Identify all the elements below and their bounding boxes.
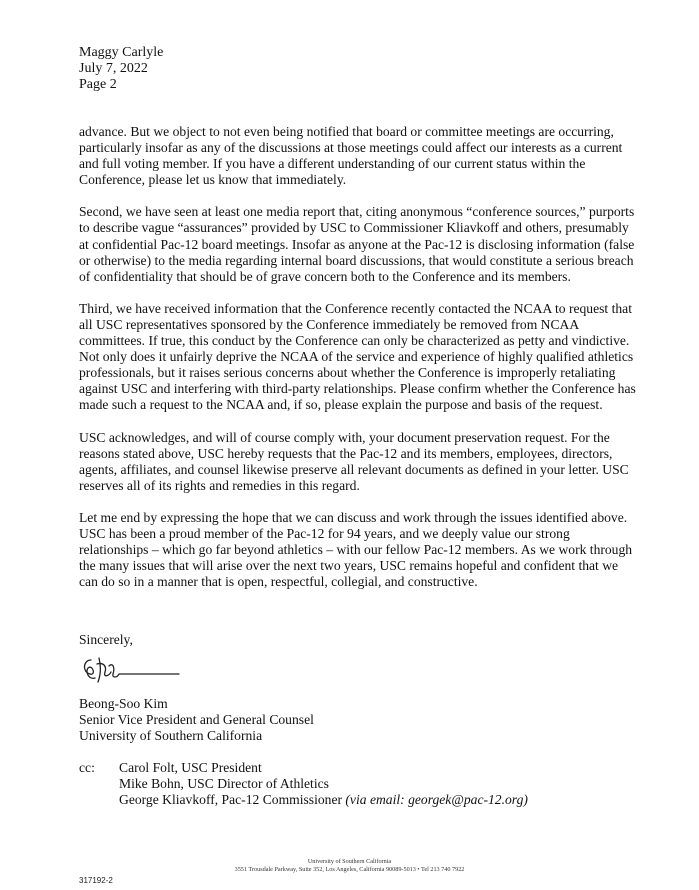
handwritten-signature [79, 652, 189, 688]
cc-recipient: Carol Folt, USC President [119, 760, 262, 775]
cc-email-note: (via email: georgek@pac-12.org) [345, 792, 528, 807]
paragraph-preservation: USC acknowledges, and will of course comply with, your document preservation request. For the reasons stated above, USC hereby requests that the Pac-12 and its members, employees, directors, agents, affiliates, and counsel likewise preserve all relevant documents as defined in your letter. USC reserves all of its rights and remedies in this regard. [79, 429, 629, 493]
paragraph-media-report: Second, we have seen at least one media report that, citing anonymous “conference sources,” purports to describe vague “assurances” provided by USC to Commissioner Kliavkoff and others, presumably at confidential Pac-12 board meetings. Insofar as anyone at the Pac-12 is disclosing information (false or otherwise) to the media regarding internal board discussions, that would constitute a serious breach of confidentiality that should be of grave concern both to the Conference and its members. [79, 204, 635, 284]
signatory-title: Senior Vice President and General Counsel [79, 712, 314, 727]
cc-recipient-name: George Kliavkoff, Pac-12 Commissioner [119, 792, 346, 807]
paragraph-ncaa-request: Third, we have received information that the Conference recently contacted the NCAA to request that all USC representatives sponsored by the Conference immediately be removed from NCAA committees. If true, this conduct by the Conference can only be characterized as petty and vindictive. Not only does it unfairly deprive the NCAA of the service and experience of highly qualified athletics professionals, but it raises serious concerns about whether the Conference is improperly retaliating against USC and interfering with third-party relationships. Please confirm whether the Conference has made such a request to the NCAA and, if so, please explain the purpose and basis of the request. [79, 300, 636, 413]
paragraph-conclusion: Let me end by expressing the hope that we can discuss and work through the issues identified above. USC has been a proud member of the Pac-12 for 94 years, and we deeply value our strong relationships – which go far beyond athletics – with our fellow Pac-12 members. As we work through the many issues that will arise over the next two years, USC remains hopeful and confident that we can do so in a manner that is open, respectful, collegial, and constructive. [79, 509, 633, 590]
cc-recipient [119, 792, 528, 808]
letter-date: July 7, 2022 [79, 61, 148, 76]
signatory-organization: University of Southern California [79, 728, 263, 743]
letterhead-footer [0, 858, 699, 874]
signature-block [79, 696, 314, 744]
cc-list [119, 760, 528, 808]
footer-address: 3551 Trousdale Parkway, Suite 352, Los Angeles, California 90089-5013 • Tel 213 740 7922 [234, 866, 465, 873]
signatory-name: Beong-Soo Kim [79, 696, 168, 711]
cc-recipient: Mike Bohn, USC Director of Athletics [119, 776, 329, 791]
letter-header [79, 45, 163, 93]
page-number: Page 2 [79, 77, 117, 92]
paragraph-advance: advance. But we object to not even being notified that board or committee meetings are occurring, particularly insofar as any of the discussions at those meetings could affect our interests as a current and full voting member. If you have a different understanding of our current status within the Conference, please let us know that immediately. [79, 124, 623, 188]
footer-organization: University of Southern California [307, 858, 392, 865]
letter-body [79, 124, 639, 606]
cc-label: cc: [79, 760, 95, 775]
document-id: 317192-2 [79, 876, 113, 885]
recipient-name: Maggy Carlyle [79, 45, 164, 60]
closing: Sincerely, [79, 632, 133, 647]
